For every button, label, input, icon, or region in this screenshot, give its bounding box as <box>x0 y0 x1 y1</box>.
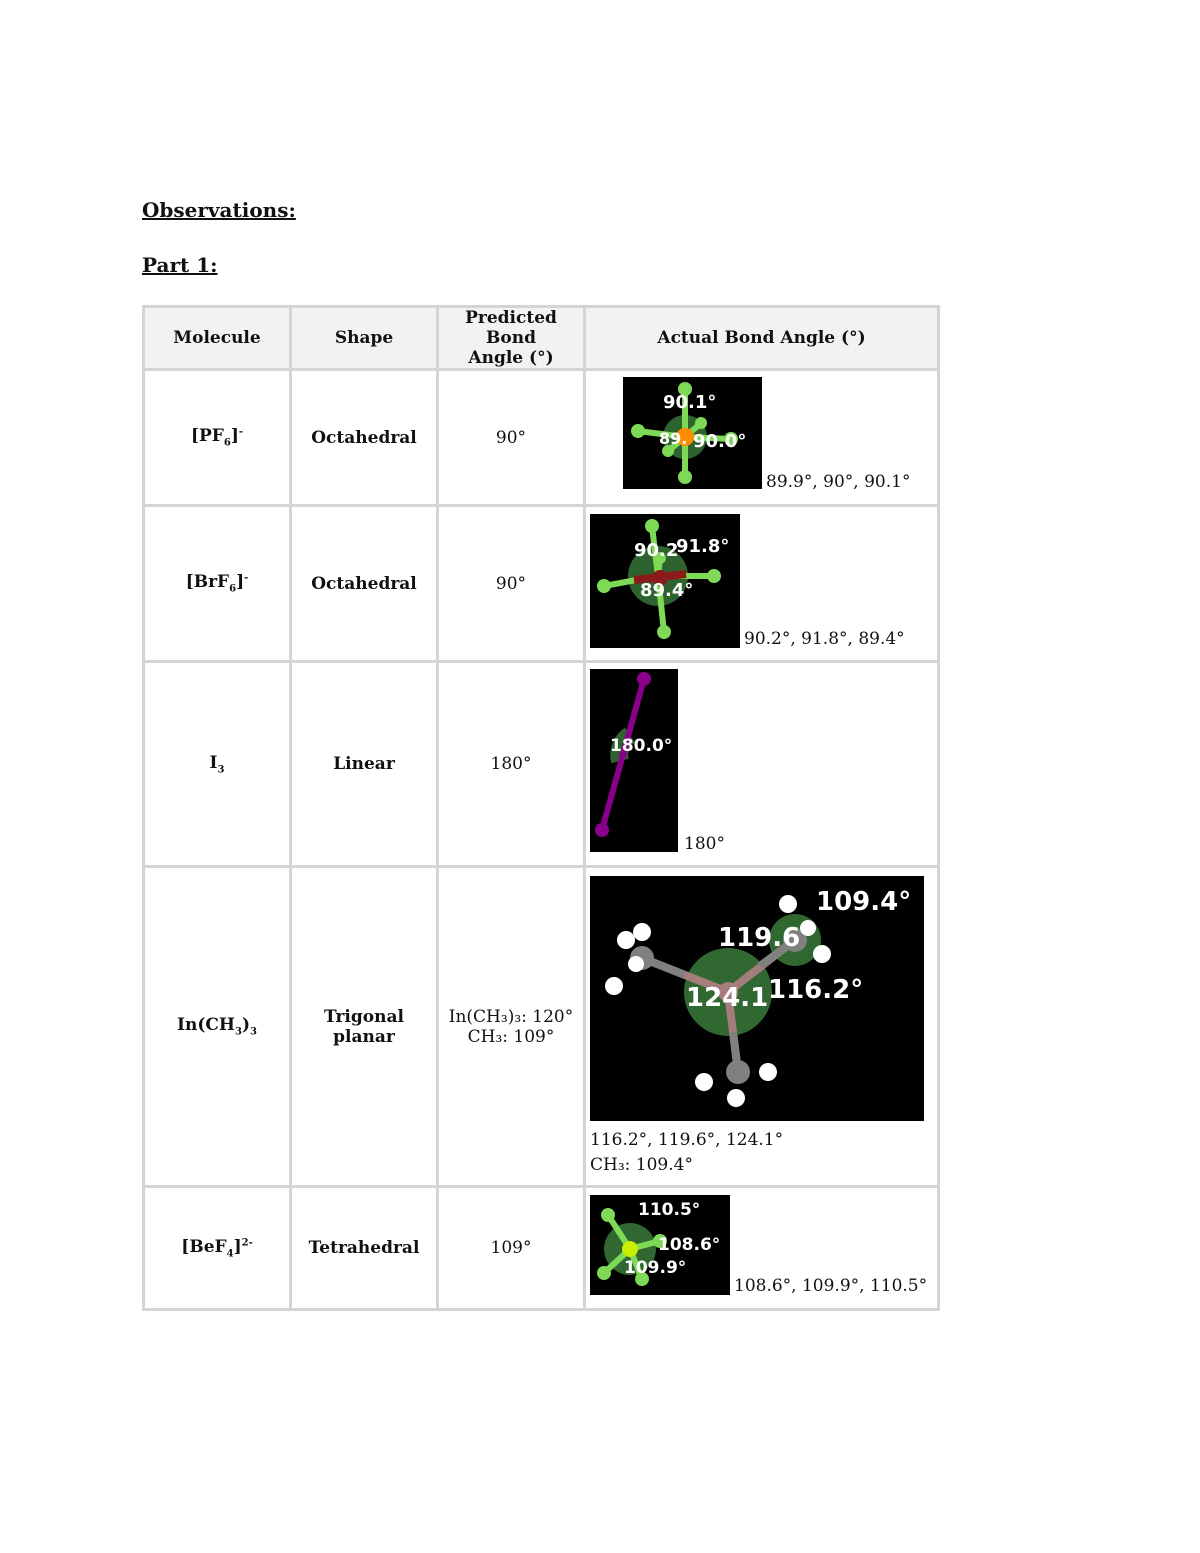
angle-label: 109.4° <box>816 887 912 917</box>
actual-angle-text: 90.2°, 91.8°, 89.4° <box>744 629 905 649</box>
angle-label: 124.1 <box>686 983 769 1013</box>
angle-label: 90.1° <box>663 392 717 413</box>
angle-label: 109.9° <box>624 1258 687 1278</box>
actual-cell <box>585 506 939 662</box>
table-row <box>144 867 939 1187</box>
table-row <box>144 1187 939 1310</box>
actual-cell <box>585 662 939 867</box>
table-row <box>144 506 939 662</box>
molecule-cell: [BrF$_6$]- <box>144 506 291 662</box>
angle-label: 89. <box>659 429 688 448</box>
table-row <box>144 662 939 867</box>
observations-heading: Observations: <box>142 198 296 222</box>
predicted-cell <box>438 867 585 1187</box>
actual-cell <box>585 370 939 506</box>
molecule-render-image <box>590 669 678 852</box>
actual-angle-text: 116.2°, 119.6°, 124.1° <box>590 1130 784 1150</box>
table-row <box>144 370 939 506</box>
shape-cell: Octahedral <box>291 370 438 506</box>
header-predicted <box>438 307 585 370</box>
angle-label: 91.8° <box>676 536 730 557</box>
molecule-cell: $[PF_6]^-$ <box>144 370 291 506</box>
actual-angle-text: 108.6°, 109.9°, 110.5° <box>734 1276 928 1296</box>
predicted-line2: CH₃: 109° <box>467 1026 555 1047</box>
molecule-render-image <box>590 1195 730 1295</box>
actual-angle-text: 180° <box>684 834 725 854</box>
predicted-line1: In(CH₃)₃: 120° <box>448 1006 574 1027</box>
angle-label: 110.5° <box>638 1200 701 1220</box>
angle-label: 180.0° <box>610 736 673 756</box>
actual-angle-text-line2: CH₃: 109.4° <box>590 1155 693 1175</box>
angle-label: 116.2° <box>768 975 864 1005</box>
shape-cell: Tetrahedral <box>291 1187 438 1310</box>
part-heading: Part 1: <box>142 253 218 277</box>
molecule-render-image <box>623 377 762 489</box>
predicted-cell: 109° <box>438 1187 585 1310</box>
actual-cell <box>585 867 939 1187</box>
header-predicted-line2: Angle (°) <box>468 348 554 368</box>
molecule-render-image <box>590 514 740 648</box>
header-shape: Shape <box>291 307 438 370</box>
shape-cell: Trigonal planar <box>291 867 438 1187</box>
actual-cell <box>585 1187 939 1310</box>
shape-cell: Octahedral <box>291 506 438 662</box>
angle-label: 108.6° <box>658 1235 721 1255</box>
bond-angle-table <box>142 305 940 1311</box>
table-header-row <box>144 307 939 370</box>
angle-label: 89.4° <box>640 580 694 601</box>
predicted-cell: 90° <box>438 506 585 662</box>
molecule-render-image <box>590 876 924 1121</box>
actual-angle-text: 89.9°, 90°, 90.1° <box>766 472 911 492</box>
molecule-cell: $[BeF_4]^{2-}$ <box>144 1187 291 1310</box>
angle-label: 90.2 <box>634 540 679 561</box>
predicted-cell: 90° <box>438 370 585 506</box>
molecule-cell: $I_3$ <box>144 662 291 867</box>
molecule-cell: $In(CH_3)_3$ <box>144 867 291 1187</box>
angle-label: 90.0° <box>693 431 747 452</box>
header-actual: Actual Bond Angle (°) <box>585 307 939 370</box>
header-molecule: Molecule <box>144 307 291 370</box>
angle-label: 119.6° <box>718 923 814 953</box>
shape-cell: Linear <box>291 662 438 867</box>
header-predicted-line1: Predicted Bond <box>465 308 557 348</box>
predicted-cell: 180° <box>438 662 585 867</box>
